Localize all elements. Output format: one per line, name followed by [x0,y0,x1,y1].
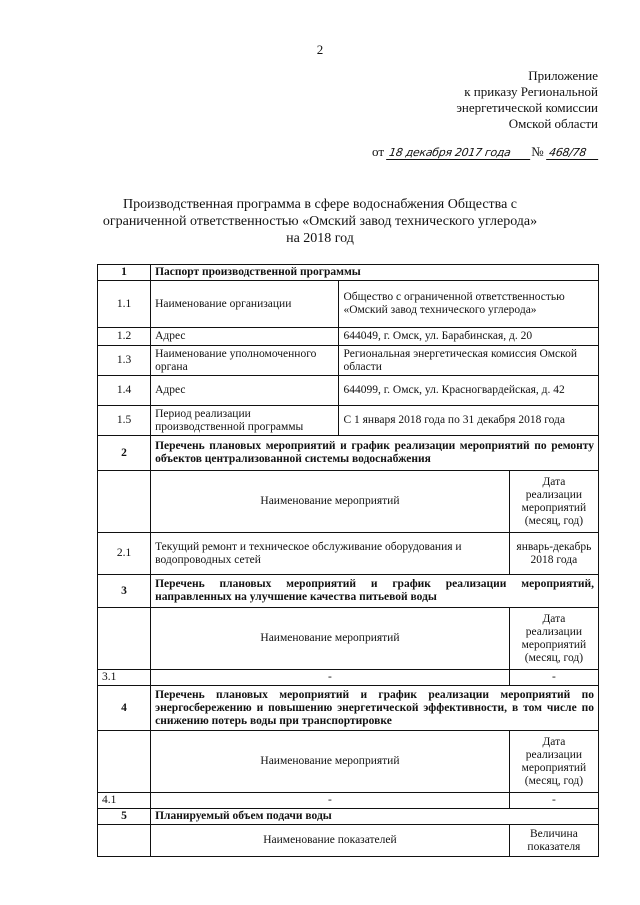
section-2-title: Перечень плановых мероприятий и график реализации мероприятий по ремонту объектов централизованной системы водоснабжения [151,436,599,471]
document-title [90,196,550,247]
section-4-header-date: Дата реализации мероприятий (месяц, год) [509,731,598,793]
section-1-number: 1 [98,265,151,281]
number-label: № [531,144,544,159]
row-1-4-value: 644099, г. Омск, ул. Красногвардейская, д. 42 [339,376,599,406]
row-4-1 [98,793,599,809]
order-date-number-line [372,144,602,160]
section-2-number: 2 [98,436,151,471]
section-3-title: Перечень плановых мероприятий и график реализации мероприятий, направленных на улучшение качества питьевой воды [151,575,599,608]
row-1-2-value: 644049, г. Омск, ул. Барабинская, д. 20 [339,328,599,346]
row-1-5-label: Период реализации производственной программы [151,406,339,436]
row-1-1-label: Наименование организации [151,281,339,328]
section-4-header-row [98,731,599,793]
row-1-4-number: 1.4 [98,376,151,406]
row-3-1-name: - [151,670,510,686]
section-4-row [98,686,599,731]
section-5-header-name: Наименование показателей [151,825,510,857]
section-2-header-row [98,471,599,533]
title-line-1: Производственная программа в сфере водоснабжения Общества с [122,197,518,212]
from-label: от [372,144,385,159]
section-3-header-name: Наименование мероприятий [151,608,510,670]
section-3-number: 3 [98,575,151,608]
row-4-1-date: - [509,793,598,809]
row-2-1-date: январь-декабрь 2018 года [509,533,598,575]
row-2-1-name: Текущий ремонт и техническое обслуживание оборудования и водопроводных сетей [151,533,510,575]
section-3-header-empty [98,608,151,670]
row-1-3-value: Региональная энергетическая комиссия Омской области [339,346,599,376]
title-line-3: на 2018 год [286,231,354,246]
row-1-3 [98,346,599,376]
row-1-5-value: С 1 января 2018 года по 31 декабря 2018 года [339,406,599,436]
page-number: 2 [316,42,324,57]
row-1-1-number: 1.1 [98,281,151,328]
section-3-header-date: Дата реализации мероприятий (месяц, год) [509,608,598,670]
section-4-header-name: Наименование мероприятий [151,731,510,793]
section-2-header-name: Наименование мероприятий [151,471,510,533]
row-2-1 [98,533,599,575]
program-table [97,264,599,857]
row-1-3-label: Наименование уполномоченного органа [151,346,339,376]
section-4-title: Перечень плановых мероприятий и график реализации мероприятий по энергосбережению и повышению энергетической эффективности, в том числе по снижению потерь воды при транспортировке [151,686,599,731]
section-5-header-empty [98,825,151,857]
row-4-1-name: - [151,793,510,809]
appendix-line-2: к приказу Региональной [464,84,598,99]
section-2-header-empty [98,471,151,533]
row-1-1 [98,281,599,328]
row-1-4-label: Адрес [151,376,339,406]
section-4-header-empty [98,731,151,793]
title-line-2: ограниченной ответственностью «Омский завод технического углерода» [102,214,538,229]
section-5-header-value: Величина показателя [509,825,598,857]
section-1-title: Паспорт производственной программы [151,265,599,281]
row-1-2-label: Адрес [151,328,339,346]
row-4-1-number: 4.1 [98,793,151,809]
appendix-line-1: Приложение [528,68,598,83]
handwritten-date: 18 декабря 2017 года [386,147,532,160]
row-3-1-date: - [509,670,598,686]
section-3-row [98,575,599,608]
section-5-header-row [98,825,599,857]
row-1-5 [98,406,599,436]
row-1-3-number: 1.3 [98,346,151,376]
appendix-line-3: энергетической комиссии [456,100,598,115]
handwritten-number: 468/78 [546,147,600,160]
row-1-5-number: 1.5 [98,406,151,436]
row-3-1-number: 3.1 [98,670,151,686]
section-2-header-date: Дата реализации мероприятий (месяц, год) [509,471,598,533]
appendix-line-4: Омской области [508,116,598,131]
row-1-2 [98,328,599,346]
appendix-header [456,68,598,132]
section-2-row [98,436,599,471]
section-1-row [98,265,599,281]
section-5-row [98,809,599,825]
section-5-number: 5 [98,809,151,825]
row-1-4 [98,376,599,406]
section-3-header-row [98,608,599,670]
row-1-2-number: 1.2 [98,328,151,346]
row-1-1-value: Общество с ограниченной ответственностью «Омский завод технического углерода» [339,281,599,328]
section-5-title: Планируемый объем подачи воды [151,809,599,825]
section-4-number: 4 [98,686,151,731]
row-3-1 [98,670,599,686]
row-2-1-number: 2.1 [98,533,151,575]
